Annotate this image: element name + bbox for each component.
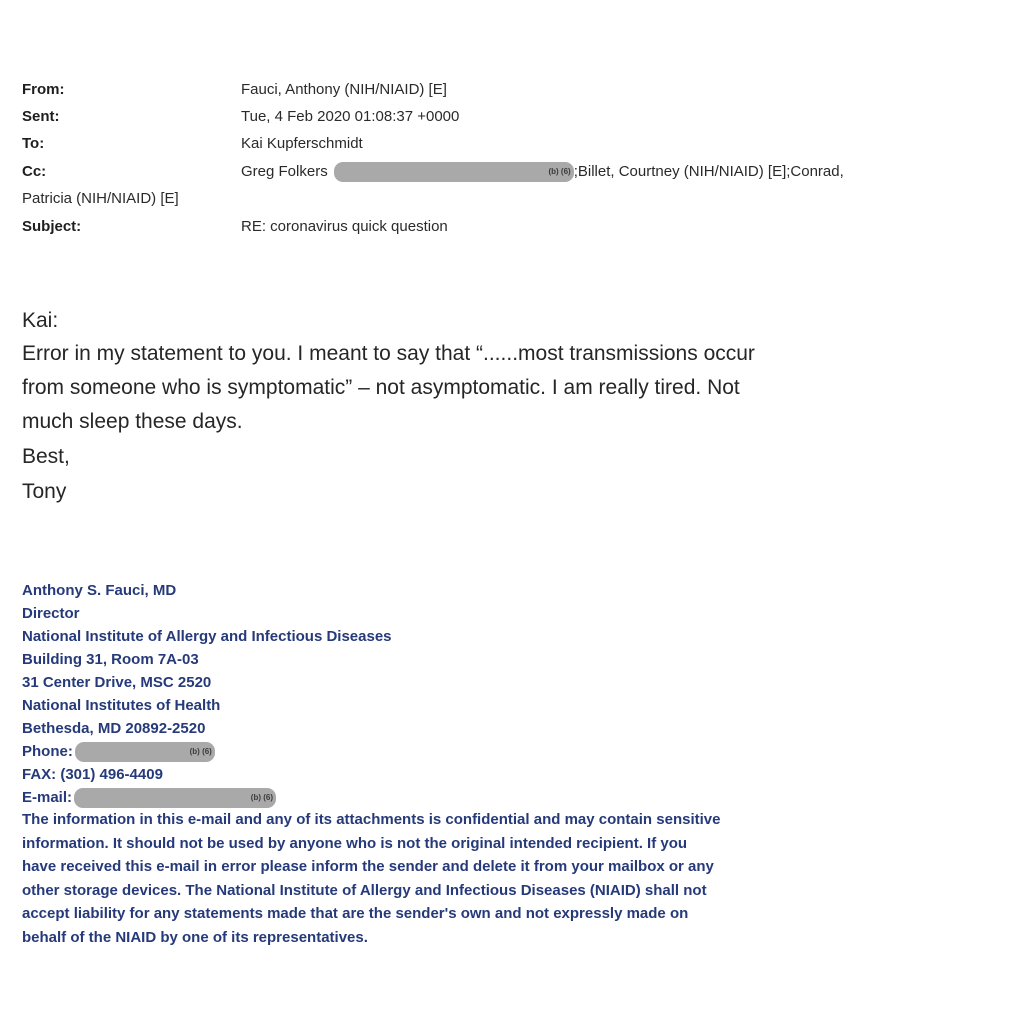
from-value: Fauci, Anthony (NIH/NIAID) [E] [241, 81, 447, 98]
disclaimer-line-3: have received this e-mail in error please inform the sender and delete it from your mailbox or any [22, 858, 714, 875]
confidentiality-disclaimer [22, 808, 982, 949]
cc-value [241, 162, 844, 182]
signature-nih: National Institutes of Health [22, 697, 221, 714]
signature-city: Bethesda, MD 20892-2520 [22, 720, 206, 737]
signature-institute: National Institute of Allergy and Infectious Diseases [22, 628, 392, 645]
phone-label: Phone: [22, 743, 73, 760]
disclaimer-line-4: other storage devices. The National Institute of Allergy and Infectious Diseases (NIAID) shall not [22, 881, 707, 899]
cc-label: Cc: [22, 163, 47, 180]
body-line-1: Error in my statement to you. I meant to say that “......most transmissions occur [22, 342, 755, 365]
disclaimer-line-5: accept liability for any statements made that are the sender's own and not expressly made on [22, 905, 689, 922]
cc-redaction-box: (b) (6) [334, 162, 574, 182]
body-closing: Best, [22, 445, 70, 468]
signature-title: Director [22, 605, 80, 622]
sent-label: Sent: [22, 108, 60, 125]
from-label: From: [22, 81, 65, 98]
cc-continuation: Patricia (NIH/NIAID) [E] [22, 190, 179, 207]
to-value: Kai Kupferschmidt [241, 135, 363, 152]
signature-email [22, 786, 392, 809]
signature-block [22, 579, 392, 809]
sent-value: Tue, 4 Feb 2020 01:08:37 +0000 [241, 108, 460, 125]
disclaimer-line-2: information. It should not be used by anyone who is not the original intended recipient. If you [22, 834, 688, 852]
email-redaction-box: (b) (6) [74, 788, 276, 808]
body-line-3: much sleep these days. [22, 410, 243, 433]
disclaimer-line-6: behalf of the NIAID by one of its representatives. [22, 928, 368, 946]
body-line-2: from someone who is symptomatic” – not asymptomatic. I am really tired. Not [22, 376, 740, 399]
signature-street: 31 Center Drive, MSC 2520 [22, 674, 212, 691]
body-sender-name: Tony [22, 480, 67, 503]
email-label: E-mail: [22, 789, 73, 806]
to-label: To: [22, 135, 45, 152]
cc-rest: ;Billet, Courtney (NIH/NIAID) [E];Conrad, [573, 163, 844, 180]
phone-redaction-box: (b) (6) [75, 742, 215, 762]
signature-phone [22, 740, 392, 763]
subject-label: Subject: [22, 218, 82, 235]
signature-building: Building 31, Room 7A-03 [22, 651, 199, 668]
signature-fax: FAX: (301) 496-4409 [22, 766, 163, 783]
cc-name: Greg Folkers [241, 163, 328, 180]
body-greeting: Kai: [22, 309, 59, 332]
disclaimer-line-1: The information in this e-mail and any of its attachments is confidential and may contain sensitive [22, 811, 721, 828]
signature-name: Anthony S. Fauci, MD [22, 582, 177, 599]
subject-value: RE: coronavirus quick question [241, 218, 448, 235]
